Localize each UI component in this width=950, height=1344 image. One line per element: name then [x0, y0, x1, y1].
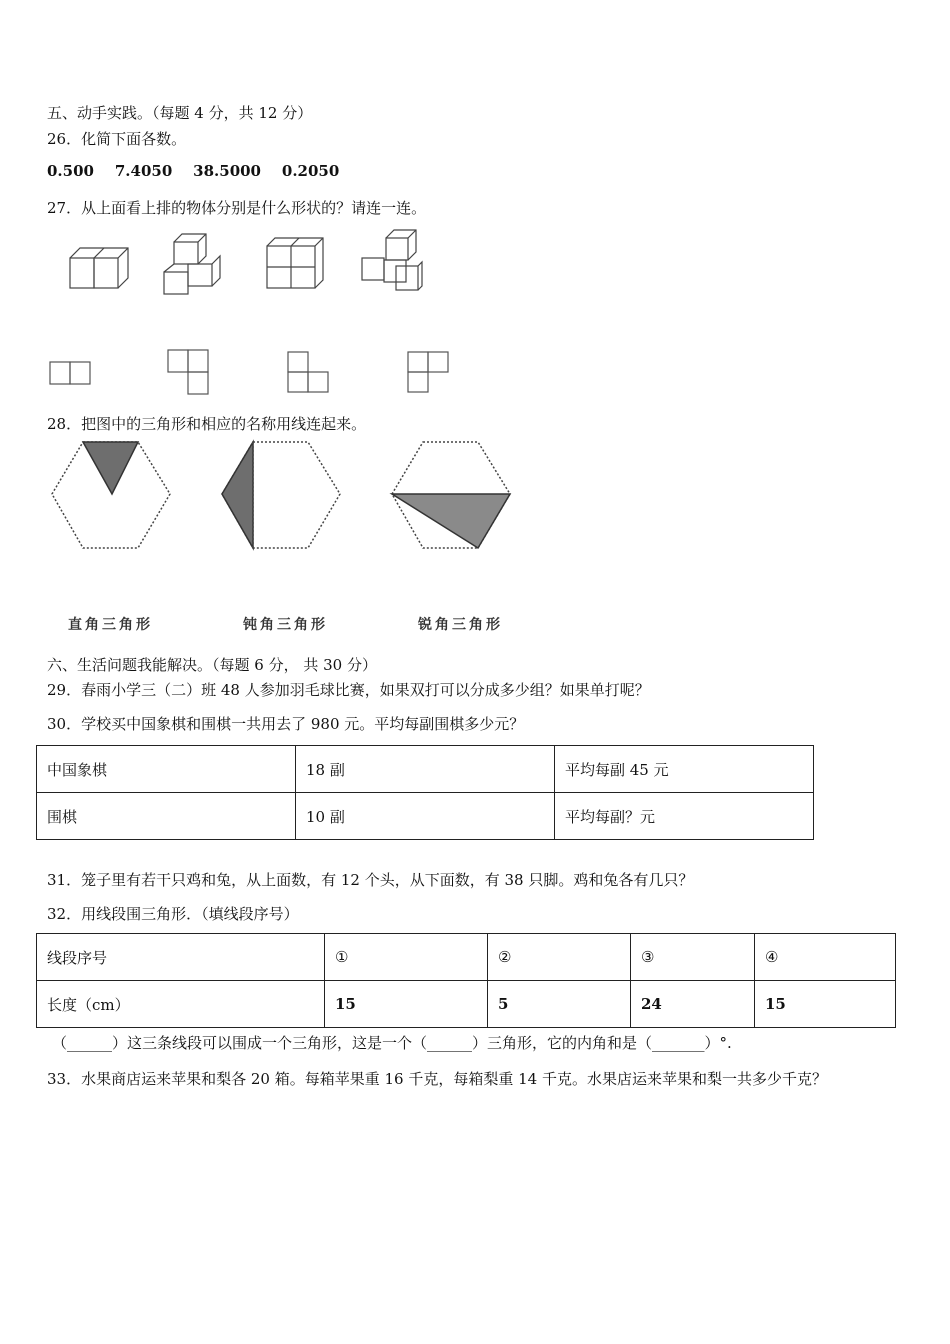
- table-cell: 平均每副？元: [555, 793, 814, 840]
- top-view-3: [288, 352, 328, 392]
- q26-text: 26．化简下面各数。: [47, 130, 187, 148]
- table-cell: 中国象棋: [37, 746, 296, 793]
- label-acute-triangle: 锐角三角形: [418, 617, 503, 633]
- table-cell: 24: [631, 981, 755, 1028]
- label-obtuse-triangle: 钝角三角形: [243, 617, 328, 633]
- solid-figure-1: [70, 248, 128, 288]
- q27-solid-figures: [60, 228, 440, 300]
- hexagon-1: [52, 442, 170, 548]
- table-cell: 长度（cm）: [37, 981, 325, 1028]
- section6-heading: 六、生活问题我能解决。（每题 6 分， 共 30 分）: [47, 656, 377, 674]
- hexagon-2: [222, 442, 340, 548]
- table-row: [37, 793, 814, 840]
- table-cell: 15: [325, 981, 488, 1028]
- q32-text: 32．用线段围三角形．（填线段序号）: [47, 905, 299, 923]
- label-right-triangle: 直角三角形: [68, 617, 153, 633]
- table-row: [37, 981, 896, 1028]
- table-row: [37, 746, 814, 793]
- q27-top-views: [48, 348, 458, 396]
- hexagon-3: [392, 442, 510, 548]
- solid-figure-4: [362, 230, 422, 290]
- table-cell: ①: [325, 934, 488, 981]
- q27-text: 27．从上面看上排的物体分别是什么形状的？请连一连。: [47, 199, 427, 217]
- q33-text: 33．水果商店运来苹果和梨各 20 箱。每箱苹果重 16 千克，每箱梨重 14 千克。水果店运来苹果和梨一共多少千克？: [47, 1070, 827, 1088]
- table-cell: 10 副: [296, 793, 555, 840]
- q28-text: 28．把图中的三角形和相应的名称用线连起来。: [47, 415, 367, 433]
- table-cell: 15: [755, 981, 896, 1028]
- table-cell: ③: [631, 934, 755, 981]
- q32-table: [36, 933, 896, 1028]
- section5-heading: 五、动手实践。（每题 4 分，共 12 分）: [47, 104, 313, 122]
- top-view-4: [408, 352, 448, 392]
- q28-hexagons: [50, 440, 520, 555]
- q32-fill-blank: （______）这三条线段可以围成一个三角形，这是一个（______）三角形，它的内角和是（_______）°.: [52, 1034, 732, 1052]
- top-view-1: [50, 362, 90, 384]
- q26-numbers: 0.500 7.4050 38.5000 0.2050: [47, 162, 340, 180]
- solid-figure-2: [164, 234, 220, 294]
- q29-text: 29．春雨小学三（二）班 48 人参加羽毛球比赛，如果双打可以分成多少组？如果单打呢？: [47, 681, 650, 699]
- q31-text: 31．笼子里有若干只鸡和兔，从上面数，有 12 个头，从下面数，有 38 只脚。鸡和兔各有几只？: [47, 871, 694, 889]
- table-cell: 平均每副 45 元: [555, 746, 814, 793]
- q30-text: 30．学校买中国象棋和围棋一共用去了 980 元。平均每副围棋多少元？: [47, 715, 525, 733]
- q30-table: [36, 745, 814, 840]
- table-cell: 5: [488, 981, 631, 1028]
- table-cell: ④: [755, 934, 896, 981]
- table-cell: 18 副: [296, 746, 555, 793]
- top-view-2: [168, 350, 208, 394]
- solid-figure-3: [267, 238, 323, 288]
- table-cell: 围棋: [37, 793, 296, 840]
- table-cell: ②: [488, 934, 631, 981]
- table-cell: 线段序号: [37, 934, 325, 981]
- table-row: [37, 934, 896, 981]
